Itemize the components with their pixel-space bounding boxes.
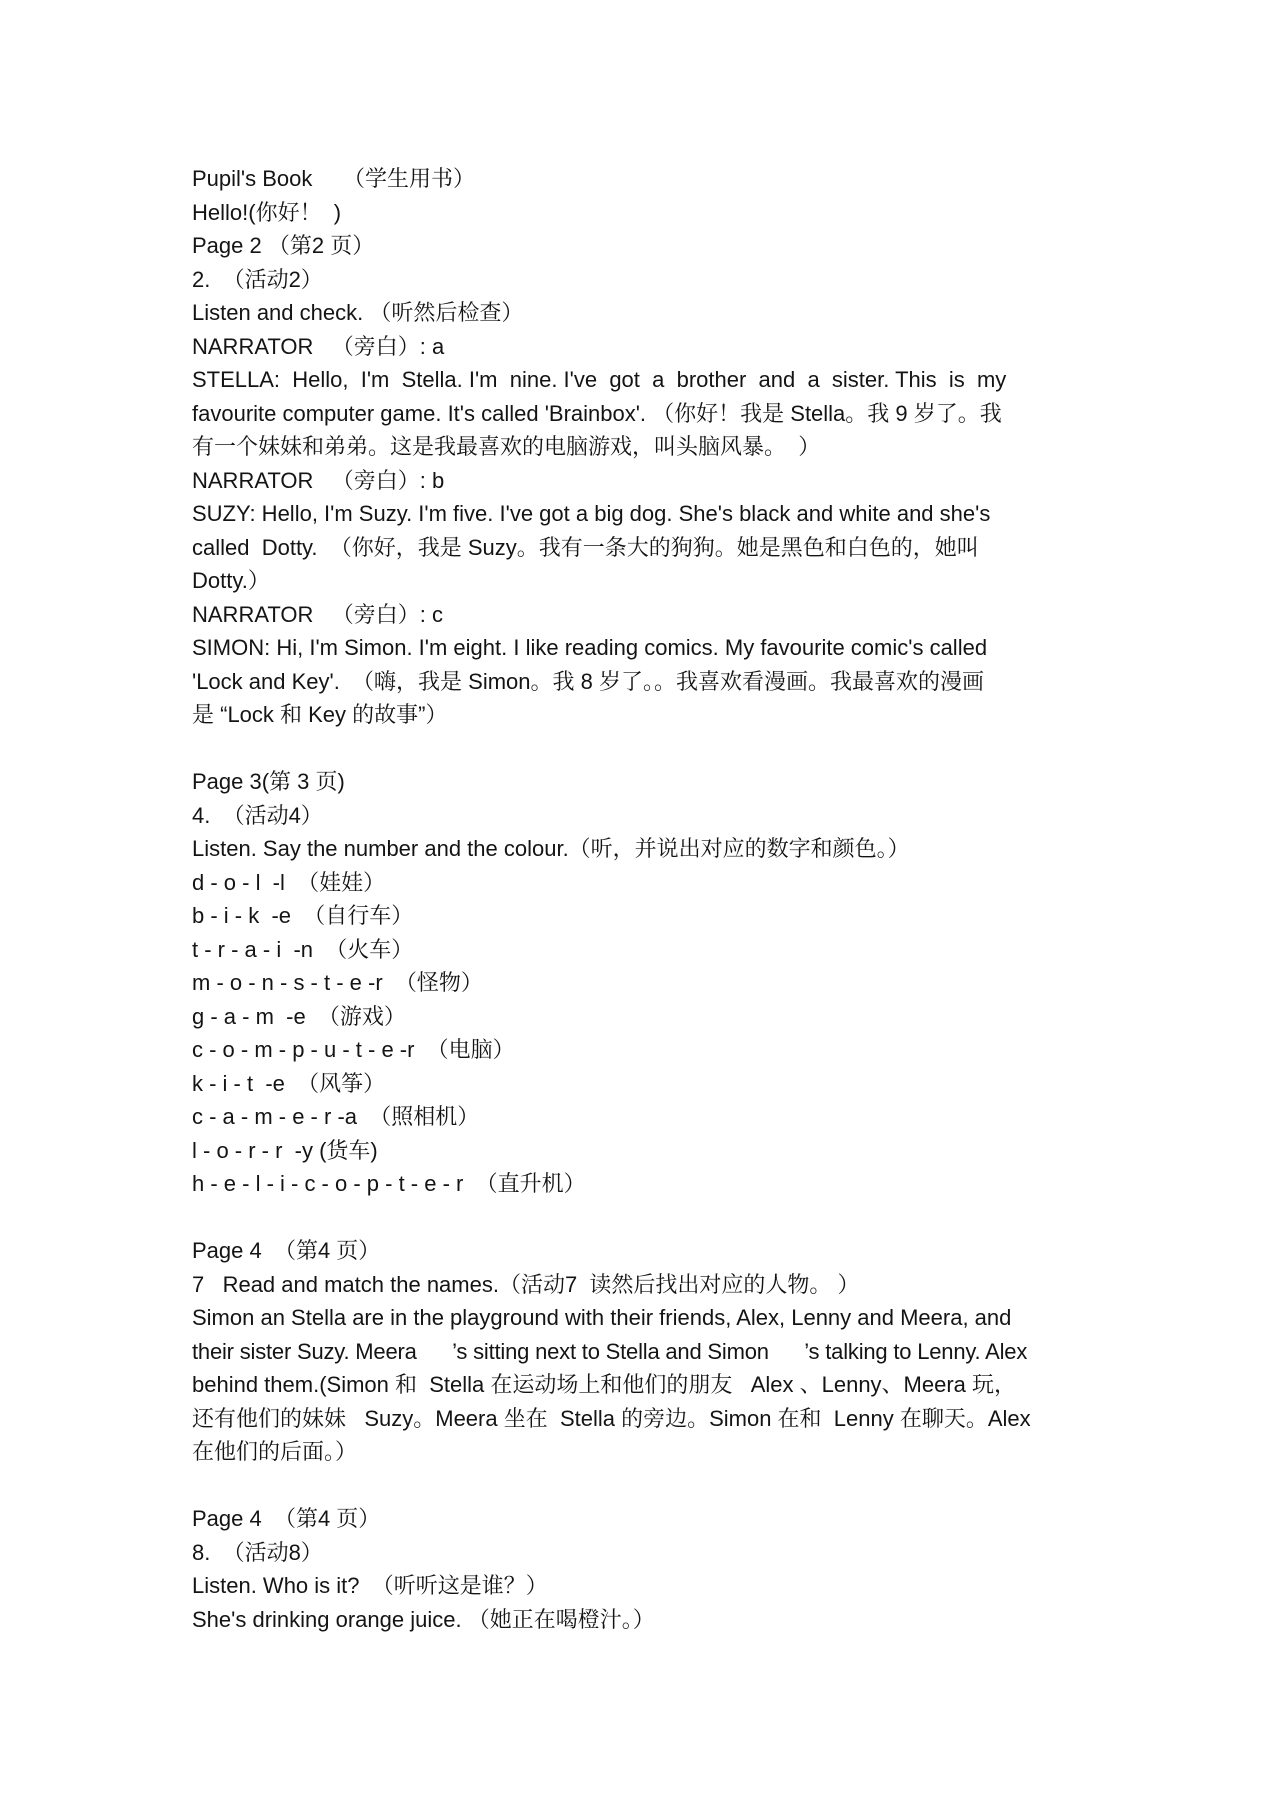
spelling-item: d - o - l -l （娃娃） <box>192 869 386 895</box>
spelling-item: g - a - m -e （游戏） <box>192 1003 406 1029</box>
unit-title: Hello!(你好！ ) <box>192 199 342 225</box>
speaker-label: NARRATOR （旁白）: b <box>192 467 445 493</box>
spelling-item: c - a - m - e - r -a （照相机） <box>192 1104 480 1129</box>
spelling-item: m - o - n - s - t - e -r （怪物） <box>192 970 483 995</box>
translation-line: behind them.(Simon 和 Stella 在运动场上和他们的朋友 Alex 、Lenny、Meera 玩， <box>192 1372 1017 1397</box>
dialogue-line: 'Lock and Key'. （嗨，我是 Simon。我 8 岁了。。我喜欢看漫画。我最喜欢的漫画 <box>192 668 984 694</box>
dialogue-line: called Dotty. （你好，我是 Suzy。我有一条大的狗狗。她是黑色和白色的，她叫 <box>192 534 979 560</box>
section-page-3 <box>192 765 1255 1201</box>
spelling-item: k - i - t -e （风筝） <box>192 1070 386 1096</box>
book-title: Pupil's Book （学生用书） <box>192 166 475 191</box>
dialogue-line: She's drinking orange juice. （她正在喝橙汁。） <box>192 1606 655 1632</box>
spelling-item: c - o - m - p - u - t - e -r （电脑） <box>192 1037 515 1062</box>
activity-instruction: Listen and check. （听然后检查） <box>192 300 524 325</box>
spelling-item: h - e - l - i - c - o - p - t - e - r （直升机） <box>192 1171 586 1196</box>
reading-text-line: their sister Suzy. Meera ’s sitting next to Stella and Simon ’s talking to Lenny. Alex <box>192 1338 1028 1364</box>
activity-number: 8. （活动8） <box>192 1539 323 1565</box>
activity-number: 2. （活动2） <box>192 266 323 292</box>
page-heading: Page 2 （第2 页） <box>192 233 375 258</box>
spelling-item: l - o - r - r -y (货车) <box>192 1137 378 1163</box>
section-hello-page-2 <box>192 162 1255 732</box>
page-heading: Page 3(第 3 页) <box>192 769 345 794</box>
translation-line: 有一个妹妹和弟弟。这是我最喜欢的电脑游戏，叫头脑风暴。 ） <box>192 434 821 459</box>
dialogue-line: SIMON: Hi, I'm Simon. I'm eight. I like reading comics. My favourite comic's called <box>192 635 988 660</box>
section-page-4-activity-8 <box>192 1502 1255 1636</box>
spelling-item: t - r - a - i -n （火车） <box>192 936 414 962</box>
translation-line: 还有他们的妹妹 Suzy。Meera 坐在 Stella 的旁边。Simon 在和 Lenny 在聊天。Alex <box>192 1405 1031 1431</box>
activity-instruction: 7 Read and match the names.（活动7 读然后找出对应的人物。 ） <box>192 1271 860 1297</box>
spelling-item: b - i - k -e （自行车） <box>192 903 414 928</box>
translation-line: 是 “Lock 和 Key 的故事”） <box>192 702 448 727</box>
activity-instruction: Listen. Say the number and the colour.（听，并说出对应的数字和颜色。） <box>192 836 910 861</box>
activity-instruction: Listen. Who is it? （听听这是谁？） <box>192 1573 548 1598</box>
speaker-label: NARRATOR （旁白）: c <box>192 601 443 627</box>
dialogue-line: STELLA: Hello, I'm Stella. I'm nine. I've got a brother and a sister. This is my <box>192 367 1007 392</box>
translation-line: 在他们的后面。） <box>192 1439 358 1464</box>
dialogue-line: favourite computer game. It's called 'Brainbox'. （你好！我是 Stella。我 9 岁了。我 <box>192 400 1002 426</box>
speaker-label: NARRATOR （旁白）: a <box>192 333 445 359</box>
activity-number: 4. （活动4） <box>192 802 323 828</box>
translation-line: Dotty.） <box>192 568 270 593</box>
dialogue-line: SUZY: Hello, I'm Suzy. I'm five. I've got a big dog. She's black and white and she's <box>192 501 991 526</box>
page-heading: Page 4 （第4 页） <box>192 1506 381 1531</box>
page-heading: Page 4 （第4 页） <box>192 1238 381 1263</box>
section-page-4-activity-7 <box>192 1234 1255 1469</box>
reading-text-line: Simon an Stella are in the playground with their friends, Alex, Lenny and Meera, and <box>192 1305 1012 1330</box>
